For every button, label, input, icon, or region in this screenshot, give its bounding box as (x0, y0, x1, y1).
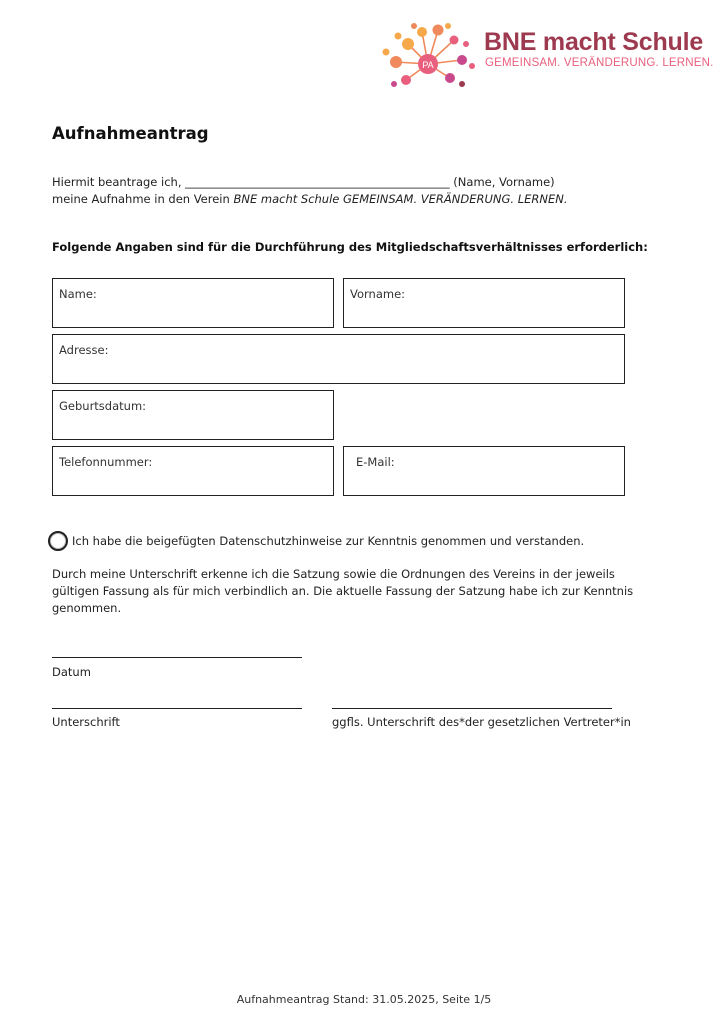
name-field[interactable] (52, 278, 334, 328)
telefon-field[interactable] (52, 446, 334, 496)
email-label: E-Mail: (356, 455, 395, 469)
vertreter-label: ggfls. Unterschrift des*der gesetzlichen Vertreter*in (332, 715, 631, 729)
intro-line-1 (52, 175, 555, 189)
consent-checkbox[interactable] (48, 531, 68, 551)
association-name: BNE macht Schule GEMEINSAM. VERÄNDERUNG. LERNEN. (233, 192, 568, 206)
logo-title: BNE macht Schule (484, 28, 704, 56)
intro-prefix: Hiermit beantrage ich, (52, 175, 186, 189)
vorname-field[interactable] (343, 278, 625, 328)
logo-badge: PA (422, 60, 434, 70)
unterschrift-line[interactable] (52, 708, 302, 709)
statement-line-2: gültigen Fassung als für mich verbindlich an. Die aktuelle Fassung der Satzung habe ich zur Kenntnis (52, 584, 634, 598)
logo-tagline: GEMEINSAM. VERÄNDERUNG. LERNEN. (485, 57, 714, 69)
vertreter-line[interactable] (332, 708, 612, 709)
unterschrift-label: Unterschrift (52, 715, 120, 729)
intro-suffix: (Name, Vorname) (449, 175, 555, 189)
intro-line-2 (52, 192, 568, 206)
logo-icon (378, 22, 478, 90)
name-blank-line[interactable]: ______________________________________________ (185, 175, 450, 189)
datum-line[interactable] (52, 657, 302, 658)
geburtsdatum-field[interactable] (52, 390, 334, 440)
geburtsdatum-label: Geburtsdatum: (59, 399, 147, 413)
intro-line2-prefix: meine Aufnahme in den Verein (52, 192, 234, 206)
adresse-field[interactable] (52, 334, 625, 384)
adresse-label: Adresse: (59, 343, 109, 357)
name-label: Name: (59, 287, 97, 301)
vorname-label: Vorname: (350, 287, 406, 301)
section-heading: Folgende Angaben sind für die Durchführung des Mitgliedschaftsverhältnisses erforderlich: (52, 240, 648, 254)
telefon-label: Telefonnummer: (59, 455, 153, 469)
consent-label: Ich habe die beigefügten Datenschutzhinweise zur Kenntnis genommen und verstanden. (72, 534, 585, 548)
page-title: Aufnahmeantrag (52, 124, 209, 143)
statement-line-3: genommen. (52, 601, 122, 615)
statement-line-1: Durch meine Unterschrift erkenne ich die Satzung sowie die Ordnungen des Vereins in der jeweils (52, 567, 615, 581)
page-footer: Aufnahmeantrag Stand: 31.05.2025, Seite 1/5 (236, 993, 492, 1006)
datum-label: Datum (52, 665, 91, 679)
email-field[interactable] (343, 446, 625, 496)
